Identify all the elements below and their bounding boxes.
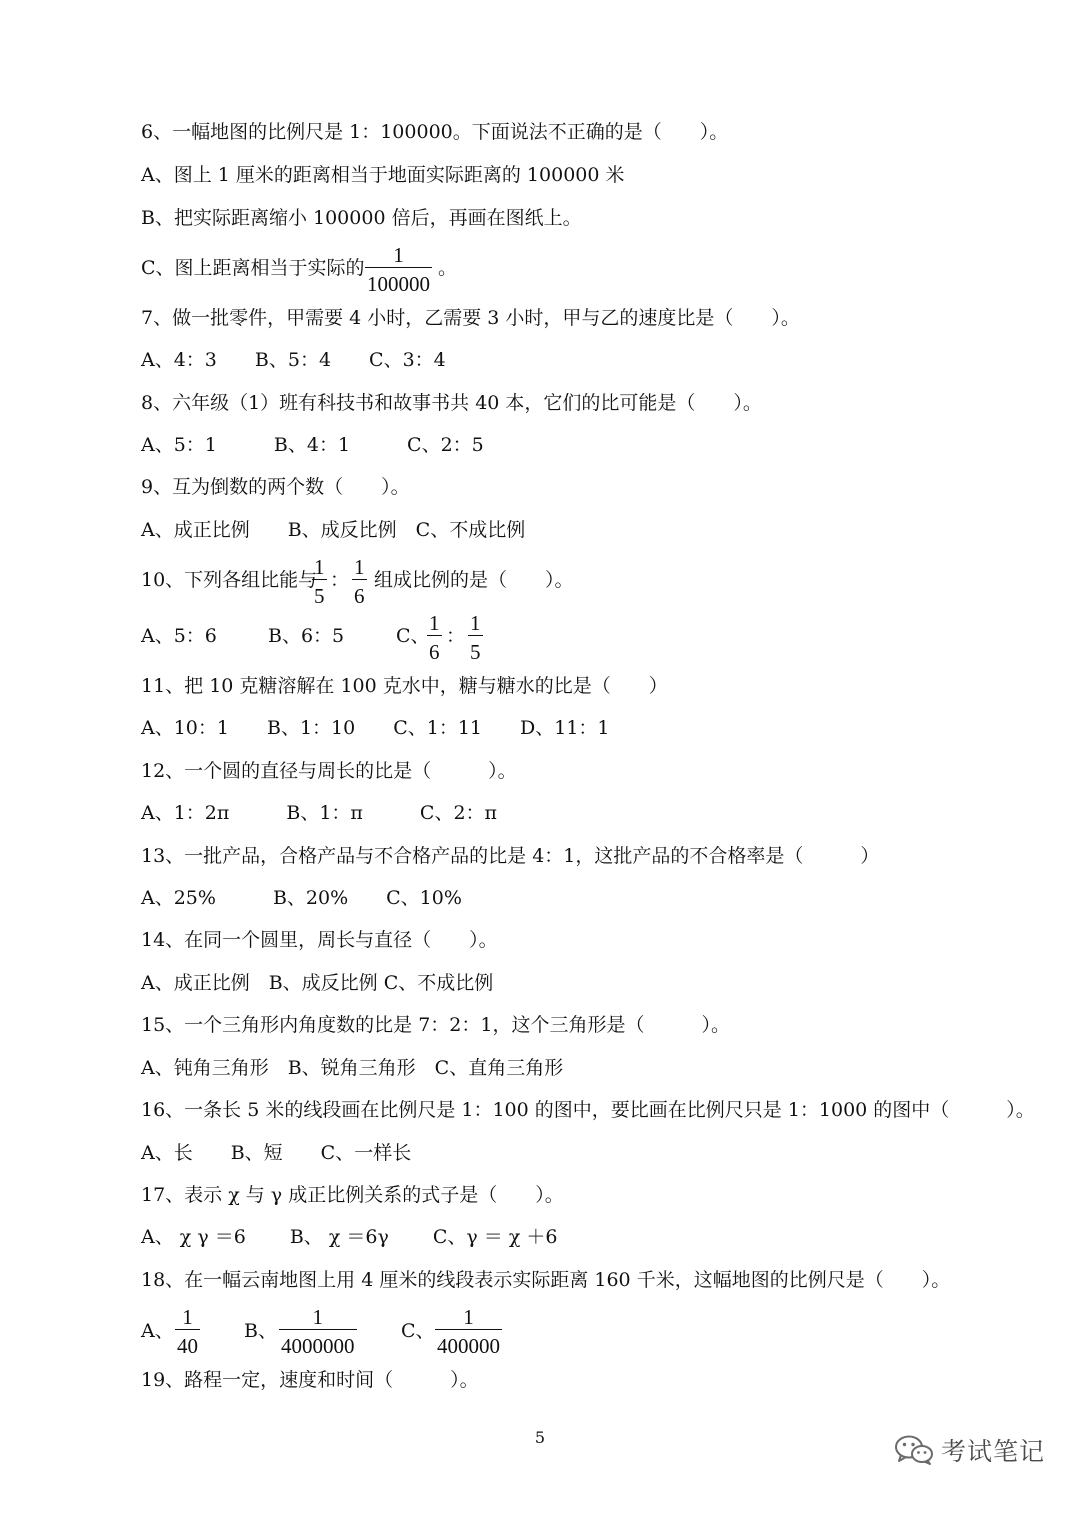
question-12-stem: 12、一个圆的直径与周长的比是（ ）。 [141, 760, 517, 782]
question-10-colon: ： [330, 569, 350, 591]
question-10-fraction-1 [312, 555, 327, 608]
question-10-prefix: 10、下列各组比能与 [141, 569, 318, 591]
question-18-option-a-fraction [175, 1305, 200, 1358]
question-6-option-c-fraction [365, 243, 432, 296]
fraction-denominator: 40 [177, 1334, 198, 1358]
fraction-denominator: 6 [429, 640, 440, 664]
watermark [893, 1432, 1045, 1468]
question-17-options: A、 χ γ ＝6 B、 χ ＝6γ C、γ ＝ χ ＋6 [141, 1226, 558, 1248]
question-13-stem: 13、一批产品，合格产品与不合格产品的比是 4：1，这批产品的不合格率是（ ） [141, 845, 880, 867]
question-11-options: A、10：1 B、1：10 C、1：11 D、11：1 [141, 717, 610, 739]
watermark-text: 考试笔记 [941, 1437, 1046, 1466]
fraction-bar [435, 1329, 502, 1330]
wechat-icon [893, 1433, 935, 1467]
fraction-denominator: 6 [354, 584, 365, 608]
fraction-denominator: 100000 [367, 272, 430, 296]
question-18-stem: 18、在一幅云南地图上用 4 厘米的线段表示实际距离 160 千米，这幅地图的比例尺是（ ）。 [141, 1269, 951, 1291]
question-9-options: A、成正比例 B、成反比例 C、不成比例 [141, 519, 526, 541]
question-12-options: A、1：2π B、1：π C、2：π [141, 802, 498, 824]
fraction-bar [312, 579, 327, 580]
fraction-denominator: 5 [314, 584, 325, 608]
fraction-denominator: 5 [470, 640, 481, 664]
fraction-numerator: 1 [470, 611, 481, 635]
question-11-stem: 11、把 10 克糖溶解在 100 克水中，糖与糖水的比是（ ） [141, 675, 668, 697]
question-19-stem: 19、路程一定，速度和时间（ ）。 [141, 1369, 479, 1391]
question-7-options: A、4：3 B、5：4 C、3：4 [141, 349, 446, 371]
question-8-options: A、5：1 B、4：1 C、2：5 [141, 434, 484, 456]
question-10-option-c-colon: ： [446, 625, 466, 647]
fraction-denominator: 4000000 [281, 1334, 355, 1358]
question-8-stem: 8、六年级（1）班有科技书和故事书共 40 本，它们的比可能是（ ）。 [141, 392, 762, 414]
fraction-bar [427, 635, 442, 636]
question-7-stem: 7、做一批零件，甲需要 4 小时，乙需要 3 小时，甲与乙的速度比是（ ）。 [141, 307, 800, 329]
fraction-numerator: 1 [354, 555, 365, 579]
question-18-option-c-fraction [435, 1305, 502, 1358]
fraction-numerator: 1 [393, 243, 404, 267]
fraction-bar [279, 1329, 357, 1330]
question-6-stem: 6、一幅地图的比例尺是 1：100000。下面说法不正确的是（ ）。 [141, 121, 729, 143]
question-13-options: A、25% B、20% C、10% [141, 887, 462, 909]
fraction-numerator: 1 [463, 1305, 474, 1329]
question-9-stem: 9、互为倒数的两个数（ ）。 [141, 476, 410, 498]
fraction-bar [365, 267, 432, 268]
fraction-numerator: 1 [314, 555, 325, 579]
question-18-option-b-fraction [279, 1305, 357, 1358]
page-number: 5 [534, 1428, 546, 1447]
question-16-stem: 16、一条长 5 米的线段画在比例尺是 1：100 的图中，要比画在比例尺只是 1：1000 的图中（ ）。 [141, 1099, 1035, 1121]
question-6-option-c-suffix: 。 [438, 257, 458, 279]
question-15-options: A、钝角三角形 B、锐角三角形 C、直角三角形 [141, 1057, 564, 1079]
question-18-option-c-label: C、 [401, 1320, 435, 1342]
question-10-option-b: B、6：5 [268, 625, 345, 647]
question-10-suffix: 组成比例的是（ ）。 [374, 569, 574, 591]
fraction-bar [175, 1329, 200, 1330]
question-18-option-b-label: B、 [244, 1320, 277, 1342]
question-10-option-a: A、5：6 [141, 625, 217, 647]
question-10-option-c-label: C、 [396, 625, 430, 647]
fraction-numerator: 1 [312, 1305, 323, 1329]
question-18-option-a-label: A、 [141, 1320, 174, 1342]
question-14-stem: 14、在同一个圆里，周长与直径（ ）。 [141, 929, 498, 951]
question-6-option-a: A、图上 1 厘米的距离相当于地面实际距离的 100000 米 [141, 164, 625, 186]
fraction-bar [352, 579, 367, 580]
fraction-denominator: 400000 [437, 1334, 500, 1358]
fraction-bar [468, 635, 483, 636]
question-16-options: A、长 B、短 C、一样长 [141, 1142, 412, 1164]
fraction-numerator: 1 [182, 1305, 193, 1329]
question-6-option-b: B、把实际距离缩小 100000 倍后，再画在图纸上。 [141, 207, 582, 229]
question-10-fraction-2 [352, 555, 367, 608]
question-14-options: A、成正比例 B、成反比例 C、不成比例 [141, 972, 494, 994]
question-6-option-c-prefix: C、图上距离相当于实际的 [141, 257, 365, 279]
question-15-stem: 15、一个三角形内角度数的比是 7：2：1，这个三角形是（ ）。 [141, 1014, 730, 1036]
question-10-option-c-fraction-2 [468, 611, 483, 664]
fraction-numerator: 1 [429, 611, 440, 635]
question-17-stem: 17、表示 χ 与 γ 成正比例关系的式子是（ ）。 [141, 1184, 564, 1206]
question-10-option-c-fraction-1 [427, 611, 442, 664]
